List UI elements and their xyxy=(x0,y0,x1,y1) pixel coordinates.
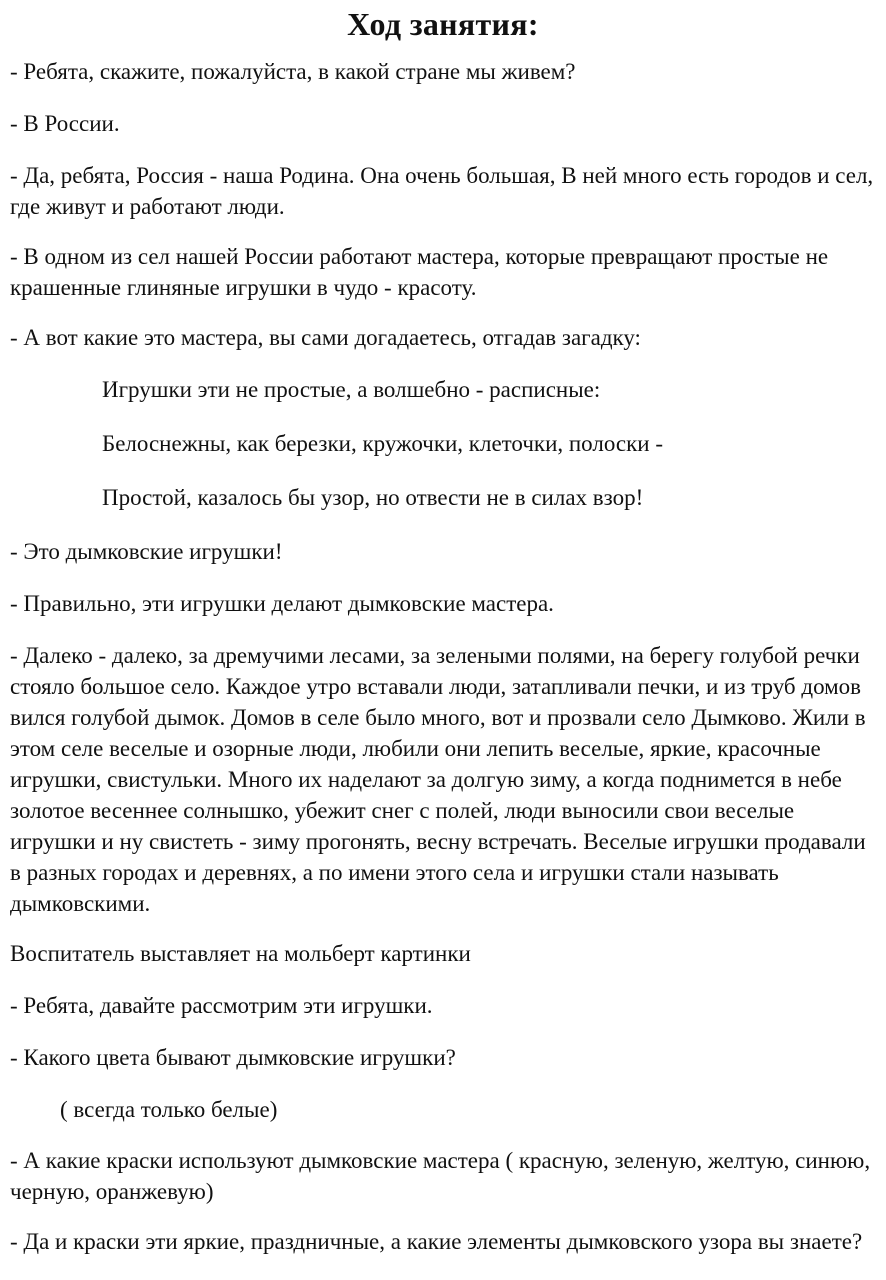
riddle-line: Игрушки эти не простые, а волшебно - расписные: xyxy=(102,377,601,402)
question-paints: - А какие краски используют дымковские мастера ( красную, зеленую, желтую, синюю, черную, оранжевую) xyxy=(10,1148,871,1204)
question-toy-color: - Какого цвета бывают дымковские игрушки? xyxy=(10,1045,456,1070)
answer-dymkovo-toys: - Это дымковские игрушки! xyxy=(10,539,283,564)
paragraph-dymkovo-story: - Далеко - далеко, за дремучими лесами, за зелеными полями, на берегу голубой речки стояло большое село. Каждое утро вставали люди, затапливали печки, и из труб домов вился голубой дымок. Домов в селе было много, вот и прозвали село Дымково. Жили в этом селе веселые и озорные люди, любили они лепить веселые, яркие, красочные игрушки, свистульки. Много их наделают за долгую зиму, а когда поднимется в небе золотое весеннее солнышко, убежит снег с полей, люди выносили свои веселые игрушки и ну свистеть - зиму прогонять, весну встречать. Веселые игрушки продавали в разных городах и деревнях, а по имени этого села и игрушки стали называть дымковскими. xyxy=(10,643,866,916)
paragraph-homeland: - Да, ребята, Россия - наша Родина. Она очень большая, В ней много есть городов и сел, где живут и работают люди. xyxy=(10,163,874,219)
paragraph-masters: - В одном из сел нашей России работают мастера, которые превращают простые не крашенные глиняные игрушки в чудо - красоту. xyxy=(10,244,829,300)
paragraph-teacher-action: Воспитатель выставляет на мольберт картинки xyxy=(10,941,471,966)
page-title: Ход занятия: xyxy=(347,6,539,42)
paragraph-riddle-intro: - А вот какие это мастера, вы сами догадаетесь, отгадав загадку: xyxy=(10,325,641,350)
paragraph-look-at-toys: - Ребята, давайте рассмотрим эти игрушки. xyxy=(10,993,433,1018)
question-country: - Ребята, скажите, пожалуйста, в какой стране мы живем? xyxy=(10,59,576,84)
answer-russia: - В России. xyxy=(10,111,120,136)
riddle-line: Белоснежны, как березки, кружочки, клеточки, полоски - xyxy=(102,431,664,456)
question-pattern-elements: - Да и краски эти яркие, праздничные, а какие элементы дымковского узора вы знаете? xyxy=(10,1229,863,1254)
paragraph-correct: - Правильно, эти игрушки делают дымковские мастера. xyxy=(10,591,554,616)
answer-white: ( всегда только белые) xyxy=(60,1097,278,1122)
riddle-line: Простой, казалось бы узор, но отвести не в силах взор! xyxy=(102,485,644,510)
